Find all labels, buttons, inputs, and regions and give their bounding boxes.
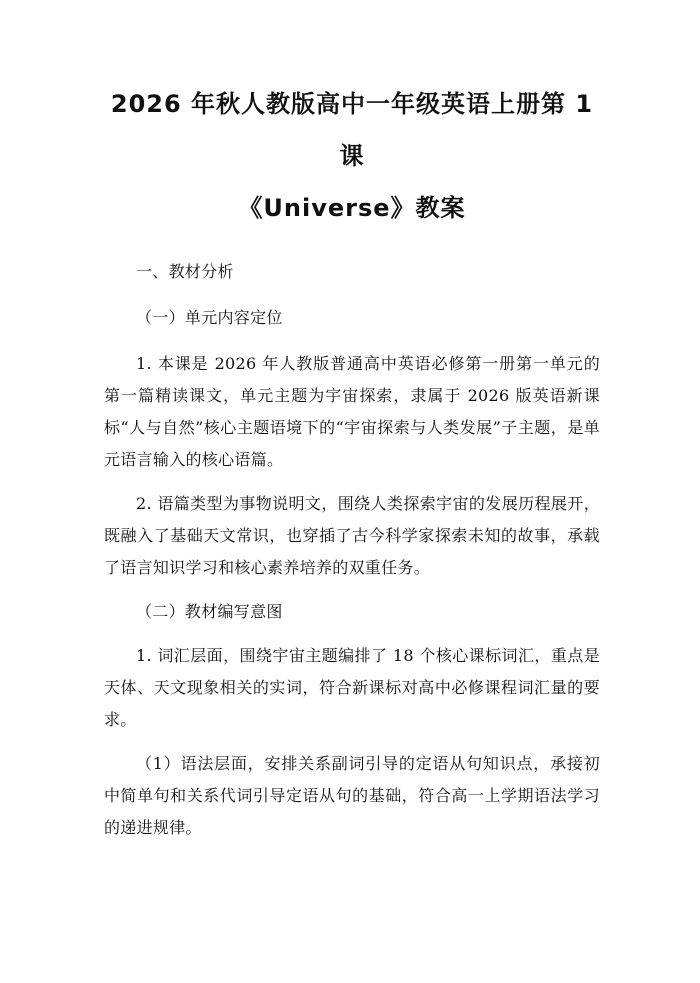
document-title (104, 78, 600, 234)
title-line-1: 2026 年秋人教版高中一年级英语上册第 1 课 (110, 90, 594, 170)
subsection-heading-design-intent: （二）教材编写意图 (136, 602, 283, 621)
title-line-2: 《Universe》教案 (238, 194, 466, 222)
paragraph-2: 2. 语篇类型为事物说明文，围绕人类探索宇宙的发展历程展开，既融入了基础天文常识，也穿插了古今科学家探索未知的故事，承载了语言知识学习和核心素养培养的双重任务。 (104, 494, 600, 577)
subsection-heading-unit-positioning: （一）单元内容定位 (136, 308, 283, 327)
paragraph-3: 1. 词汇层面，围绕宇宙主题编排了 18 个核心课标词汇，重点是天体、天文现象相关的实词，符合新课标对高中必修课程词汇量的要求。 (104, 646, 600, 729)
paragraph-4: （1）语法层面，安排关系副词引导的定语从句知识点，承接初中简单句和关系代词引导定语从句的基础，符合高一上学期语法学习的递进规律。 (104, 754, 600, 837)
section-heading-textbook-analysis: 一、教材分析 (136, 262, 234, 281)
document-page (0, 78, 700, 983)
paragraph-1: 1. 本课是 2026 年人教版普通高中英语必修第一册第一单元的第一篇精读课文，单元主题为宇宙探索，隶属于 2026 版英语新课标“人与自然”核心主题语境下的“宇宙探索与人类发展”子主题，是单元语言输入的核心语篇。 (104, 354, 600, 469)
